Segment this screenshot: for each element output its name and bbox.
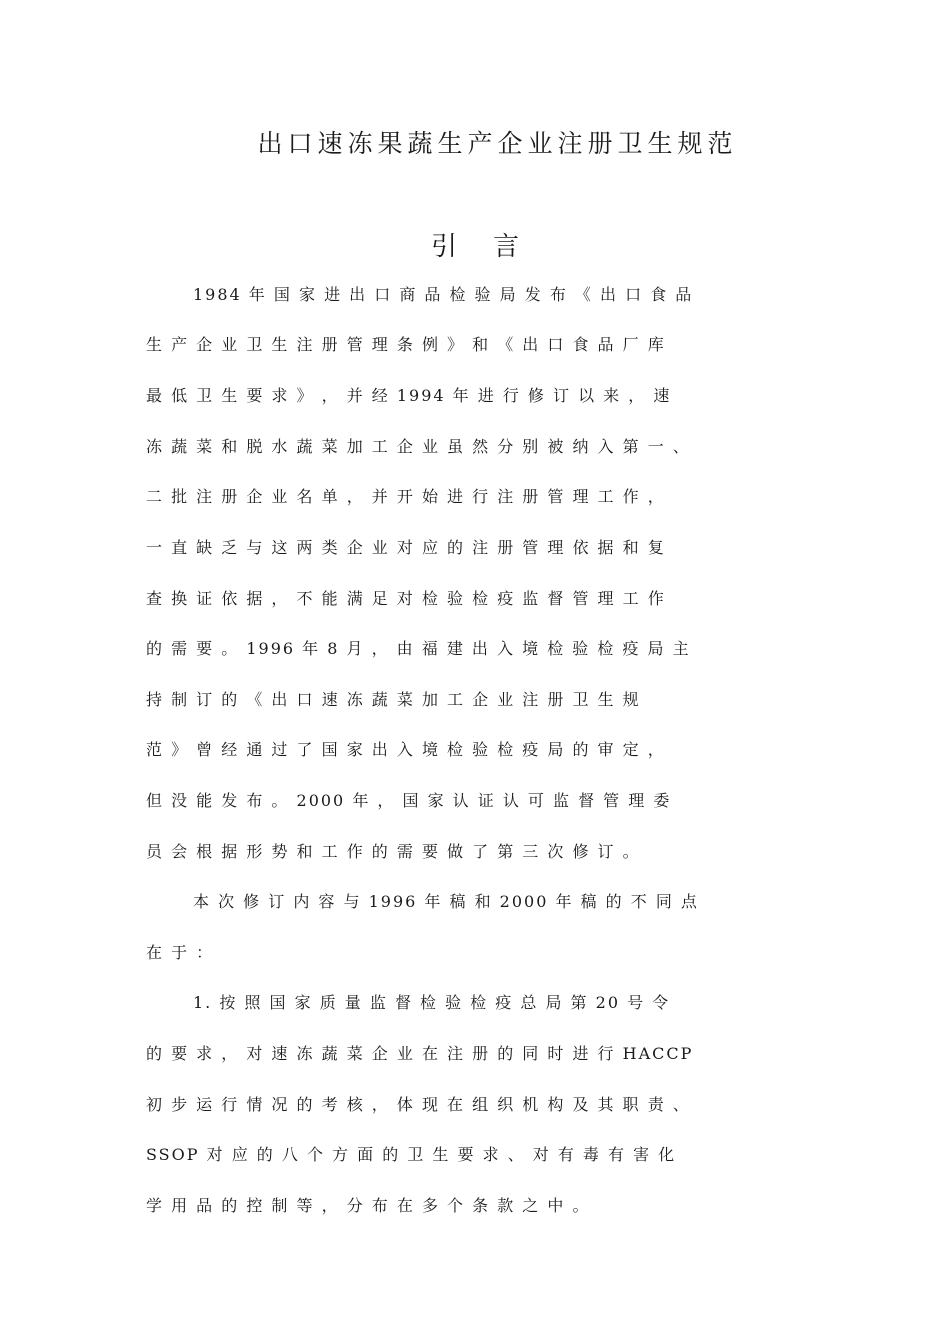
- body-line: 冻 蔬 菜 和 脱 水 蔬 菜 加 工 企 业 虽 然 分 别 被 纳 入 第 一 、: [146, 437, 691, 456]
- body-line: 本 次 修 订 内 容 与 1996 年 稿 和 2000 年 稿 的 不 同 点: [193, 892, 699, 911]
- body-line: 初 步 运 行 情 况 的 考 核 ， 体 现 在 组 织 机 构 及 其 职 责 、: [146, 1095, 691, 1114]
- document-title: 出口速冻果蔬生产企业注册卫生规范: [257, 129, 738, 158]
- body-line: SSOP 对 应 的 八 个 方 面 的 卫 生 要 求 、 对 有 毒 有 害 化: [146, 1145, 677, 1164]
- body-line: 一 直 缺 乏 与 这 两 类 企 业 对 应 的 注 册 管 理 依 据 和 复: [146, 538, 666, 557]
- body-line: 查 换 证 依 据 ， 不 能 满 足 对 检 验 检 疫 监 督 管 理 工 作: [146, 589, 666, 608]
- body-line: 1. 按 照 国 家 质 量 监 督 检 验 检 疫 总 局 第 20 号 令: [193, 993, 671, 1012]
- body-line: 的 要 求 ， 对 速 冻 蔬 菜 企 业 在 注 册 的 同 时 进 行 HACCP: [146, 1044, 694, 1063]
- body-line: 在 于 ：: [146, 943, 215, 962]
- body-line: 持 制 订 的 《 出 口 速 冻 蔬 菜 加 工 企 业 注 册 卫 生 规: [146, 690, 641, 709]
- body-line: 员 会 根 据 形 势 和 工 作 的 需 要 做 了 第 三 次 修 订 。: [146, 842, 641, 861]
- body-line: 1984 年 国 家 进 出 口 商 品 检 验 局 发 布 《 出 口 食 品: [193, 285, 694, 304]
- body-line: 但 没 能 发 布 。 2000 年 ， 国 家 认 证 认 可 监 督 管 理 委: [146, 791, 672, 810]
- body-line: 二 批 注 册 企 业 名 单 ， 并 开 始 进 行 注 册 管 理 工 作 ，: [146, 487, 666, 506]
- body-line: 学 用 品 的 控 制 等 ， 分 布 在 多 个 条 款 之 中 。: [146, 1196, 591, 1215]
- body-line: 范 》 曾 经 通 过 了 国 家 出 入 境 检 验 检 疫 局 的 审 定 ，: [146, 740, 666, 759]
- body-line: 最 低 卫 生 要 求 》 ， 并 经 1994 年 进 行 修 订 以 来 ， 速: [146, 386, 672, 405]
- body-line: 生 产 企 业 卫 生 注 册 管 理 条 例 》 和 《 出 口 食 品 厂 库: [146, 335, 666, 354]
- section-heading: 引言: [430, 232, 555, 262]
- body-line: 的 需 要 。 1996 年 8 月 ， 由 福 建 出 入 境 检 验 检 疫 局 主: [146, 639, 691, 658]
